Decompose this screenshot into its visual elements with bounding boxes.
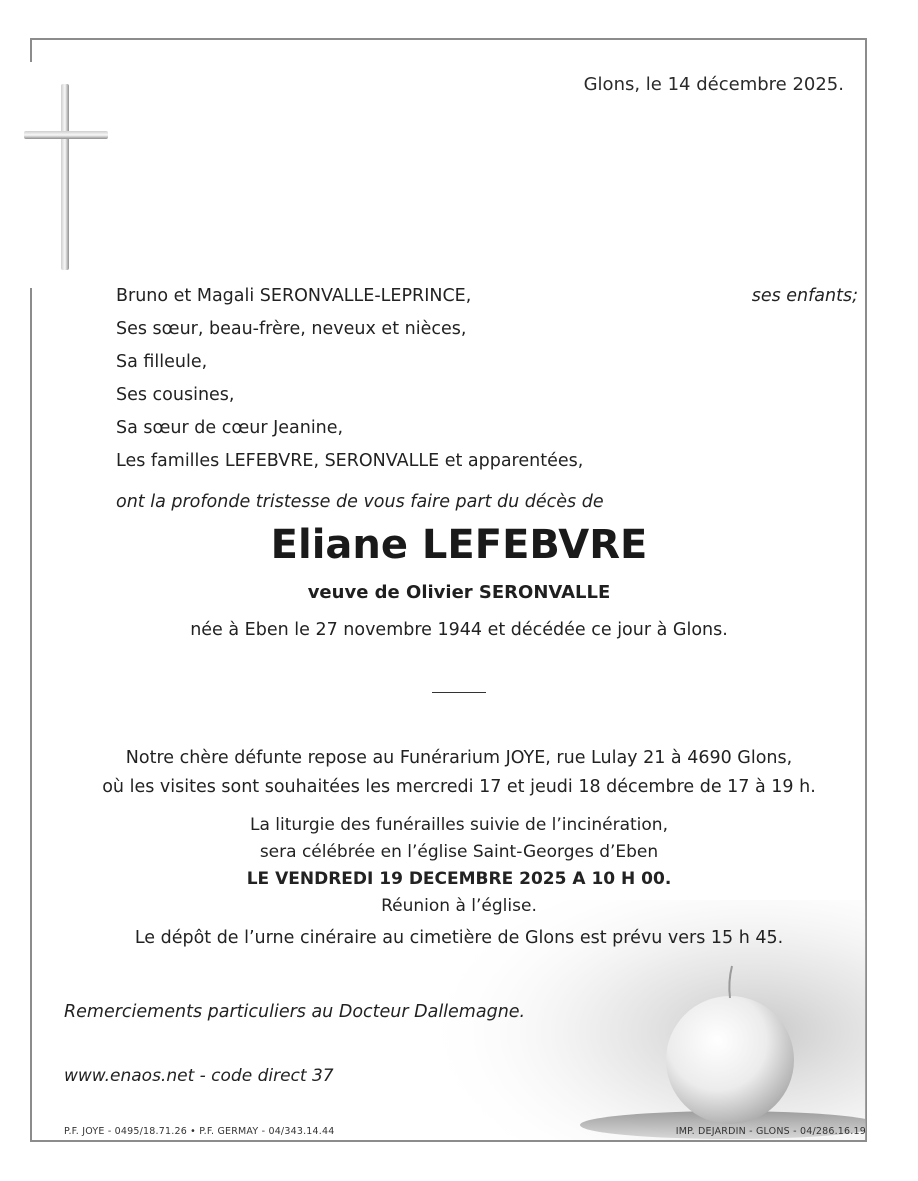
footer-printer: IMP. DEJARDIN - GLONS - 04/286.16.19 <box>675 1126 866 1137</box>
candle-icon <box>560 960 866 1140</box>
family-list <box>116 280 858 478</box>
family-line: Les familles LEFEBVRE, SERONVALLE et apparentées, <box>116 451 584 471</box>
urn-info: Le dépôt de l’urne cinéraire au cimetière de Glons est prévu vers 15 h 45. <box>134 928 784 948</box>
family-line: Sa filleule, <box>116 352 208 372</box>
family-line: Ses cousines, <box>116 385 235 405</box>
liturgy-info <box>0 812 918 920</box>
footer-funeral-homes: P.F. JOYE - 0495/18.71.26 • P.F. GERMAY - 04/343.14.44 <box>64 1126 335 1137</box>
birth-death-line: née à Eben le 27 novembre 1944 et décédée ce jour à Glons. <box>190 620 728 640</box>
deceased-name: Eliane LEFEBVRE <box>270 522 648 568</box>
liturgy-line: La liturgie des funérailles suivie de l’incinération, <box>249 815 668 835</box>
section-divider <box>432 692 486 693</box>
announcement-intro: ont la profonde tristesse de vous faire part du décès de <box>116 492 604 512</box>
liturgy-line: sera célébrée en l’église Saint-Georges d’Eben <box>259 842 659 862</box>
wake-line: où les visites sont souhaitées les mercredi 17 et jeudi 18 décembre de 17 à 19 h. <box>102 777 816 797</box>
widow-of: veuve de Olivier SERONVALLE <box>307 582 611 603</box>
liturgy-date: LE VENDREDI 19 DECEMBRE 2025 A 10 H 00. <box>246 869 672 889</box>
wake-line: Notre chère défunte repose au Funérarium JOYE, rue Lulay 21 à 4690 Glons, <box>125 748 793 768</box>
cross-icon <box>24 84 108 270</box>
family-line <box>116 280 858 313</box>
wake-info <box>0 744 918 802</box>
family-line-text: Bruno et Magali SERONVALLE-LEPRINCE, <box>116 286 472 306</box>
thanks-line: Remerciements particuliers au Docteur Dallemagne. <box>64 1002 526 1022</box>
family-line: Ses sœur, beau-frère, neveux et nièces, <box>116 319 467 339</box>
website-link[interactable]: www.enaos.net - code direct 37 <box>64 1066 334 1086</box>
liturgy-line: Réunion à l’église. <box>381 896 537 916</box>
family-line: Sa sœur de cœur Jeanine, <box>116 418 344 438</box>
children-role: ses enfants; <box>751 286 858 306</box>
document-date: Glons, le 14 décembre 2025. <box>583 74 844 95</box>
